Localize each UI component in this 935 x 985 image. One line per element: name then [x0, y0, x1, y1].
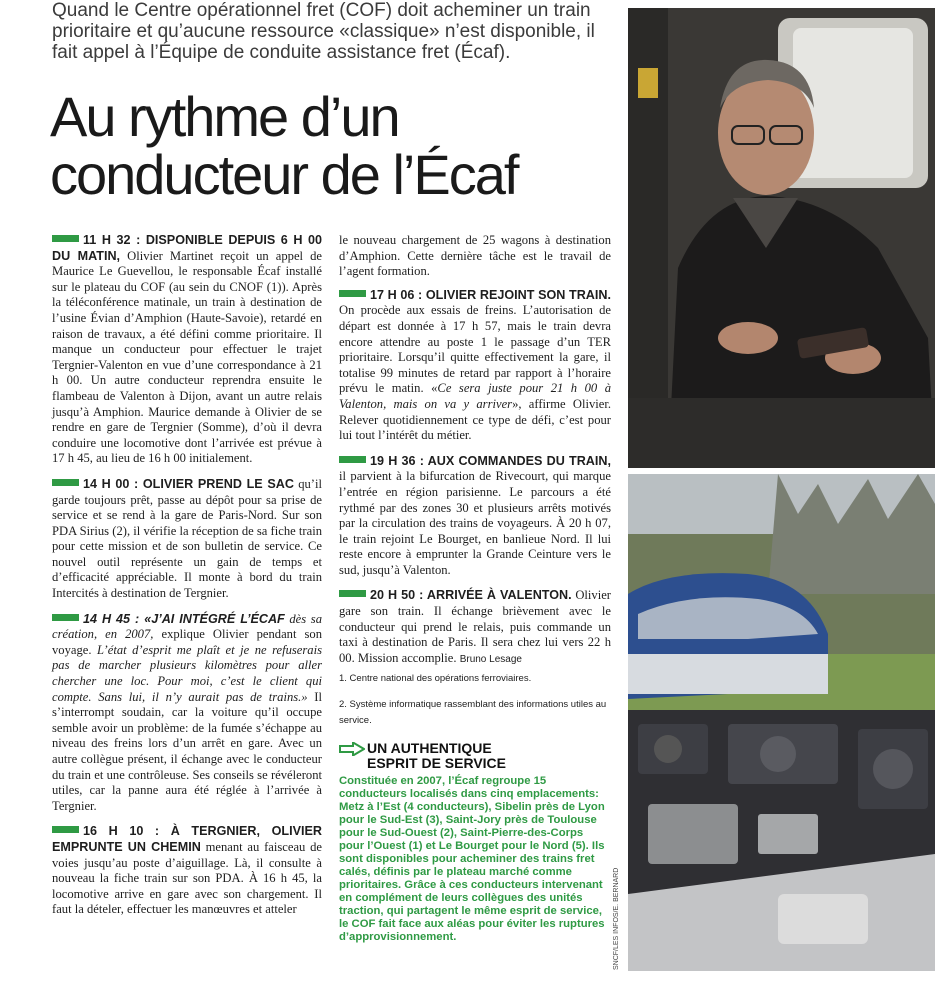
entry-text-italic: dès sa création, en 2007, [52, 611, 322, 642]
entry-heading: 11 H 32 : DISPONIBLE DEPUIS 6 H 00 DU MATIN, [52, 233, 322, 263]
entry-1132 [52, 233, 322, 467]
quote-text: Ce sera juste pour 21 h 00 à Valenton, mais on va y arriver [339, 381, 612, 411]
sidebar-box-body: Constituée en 2007, l’Écaf regroupe 15 conducteurs localisés dans cinq emplacements: Metz à l’Est (4 conducteurs), Sibelin près de Lyon pour le Sud-Est (3), Saint-Jory près de Toulouse pour le Sud-Ouest (2), Saint-Pierre-des-Corps pour l’Ouest (1) et Le Bourget pour le Nord (5). Ils sont disponibles pour acheminer des trains fret calés, définis par le plateau marché comme prioritaires. Grâce à ces conducteurs intervenant en complément de leurs collègues des unités traction, qui partagent le même esprit de service, le COF fait face aux aléas pour éviter les ruptures d’approvisionnement. [339, 775, 605, 944]
sidebar-box [339, 741, 611, 944]
entry-text: », affirme Olivier. Relever quotidiennement ce type de défi, c’est pour lui tout l’intérêt du métier. [339, 396, 611, 443]
green-bar-marker [52, 826, 79, 833]
entry-heading: 16 H 10 : À TERGNIER, OLIVIER EMPRUNTE UN CHEMIN [52, 824, 322, 854]
entry-1706 [339, 288, 611, 444]
column-middle [339, 233, 611, 954]
green-bar-marker [339, 290, 366, 297]
entry-text: menant au faisceau de voies jusqu’au poste d’aiguillage. Là, il consulte à nouveau la fiche train sur son PDA. À 16 h 45, la locomotive arrive en gare avec son chargement. Il faut la dételer, effectuer les manœuvres et atteler [52, 839, 323, 917]
green-bar-marker [339, 456, 366, 463]
entry-heading: 14 H 00 : OLIVIER PREND LE SAC [83, 476, 294, 491]
article-title: Au rythme d’un conducteur de l’Écaf [50, 85, 518, 206]
sidebar-title-line2: ESPRIT DE SERVICE [367, 755, 507, 772]
entry-text: Olivier gare son train. Il échange brièvement avec le conducteur qui prend le relais, puis commande un taxi à destination de Paris. Il sera chez lui vers 22 h 00. Mission accomplie. [339, 588, 611, 665]
entry-text: Il s’interrompt soudain, car la voiture qu’il occupe semble avoir un problème: de la fumée s’échappe au niveau des freins lors d’un arrêt en gare. Avec un autre collègue présent, il échange avec le conducteur du train et une contrôleuse. Ses conseils se révéleront utiles, car la panne aura été réglée à l’arrivée à Tergnier. [52, 689, 323, 813]
sidebar-title-line1: UN AUTHENTIQUE [367, 740, 492, 757]
footnote-2: 2. Système informatique rassemblant des informations utiles au service. [339, 699, 607, 727]
photo-credit: SNCF/LES INFOS/E. BERNARD [613, 867, 620, 970]
author-signature: Bruno Lesage [459, 653, 522, 665]
entry-continued: le nouveau chargement de 25 wagons à destination d’Amphion. Cette dernière tâche est le travail de l’agent formation. [339, 233, 611, 279]
train-photo-illustration [628, 474, 935, 971]
entry-text: il parvient à la bifurcation de Rivecourt, qui marque l’entrée en région parisienne. Le parcours a été rythmé par des zones 30 et plusieurs arrêts motivés par la circulation des trains de voyageurs. À 20 h 07, le train rejoint Le Bourget, en banlieue Nord. Il lui reste encore à emprunter la Grande Ceinture vers le sud, jusqu’à Valenton. [339, 469, 611, 577]
entry-heading: 20 H 50 : ARRIVÉE À VALENTON. [370, 588, 572, 603]
green-bar-marker [339, 590, 366, 597]
quote-text: L’état d’esprit me plaît et je ne refuserais pas de marcher plusieurs kilomètres pour aller chercher une loc. Pour moi, c’est le client qui compte. Sans lui, il n’y aurait pas de trains.» [52, 642, 322, 704]
green-bar-marker [52, 235, 79, 242]
column-left [52, 233, 322, 928]
entry-2050 [339, 588, 611, 667]
arrow-icon [339, 742, 365, 756]
entry-1445 [52, 612, 322, 815]
entry-text: Olivier Martinet reçoit un appel de Maurice Le Guevellou, le responsable Écaf installé sur le plateau du COF (au sein du CNOF (1)). Après la téléconférence matinale, un train à destination de l’usine Évian d’Amphion (Haute-Savoie), retardé en raison de travaux, a été défini comme prioritaire. Il manque un conducteur pour effectuer le trajet Tergnier-Valenton en vue d’une correspondance à 21 h 00. Un autre conducteur reprendra ensuite le flambeau de Valenton à Dijon, avant un autre relais jusqu’à Amphion. Maurice demande à Olivier de se rendre en gare de Tergnier (Somme), d’où il devra conduire une locomotive dont l’arrivée est prévue à 17 h 45, au lieu de 16 h 00 initialement. [52, 248, 322, 466]
photo-conductor-portrait [628, 8, 935, 468]
entry-text: On procède aux essais de freins. L’autorisation de départ est donnée à 17 h 57, mais le train devra encore attendre au poste 1 le passage d’un TER prioritaire. Lorsqu’il quitte effectivement la gare, il totalise 99 minutes de retard par rapport à l’horaire prévu le matin. « [339, 303, 611, 396]
photo-train-cab [628, 474, 935, 971]
entry-1610 [52, 824, 322, 918]
sidebar-box-title [339, 741, 611, 771]
entry-heading: 19 H 36 : AUX COMMANDES DU TRAIN, [370, 453, 611, 468]
lead-paragraph: Quand le Centre opérationnel fret (COF) doit acheminer un train prioritaire et qu’aucune ressource «classique» n’est disponible, il fait appel à l’Équipe de conduite assistance fret (Écaf). [52, 0, 595, 63]
entry-heading: 17 H 06 : OLIVIER REJOINT SON TRAIN. [370, 287, 611, 302]
conductor-photo-illustration [628, 8, 935, 468]
footnote-1: 1. Centre national des opérations ferroviaires. [339, 673, 532, 685]
entry-text: explique Olivier pendant son voyage. [52, 627, 323, 657]
green-bar-marker [52, 479, 79, 486]
entry-1936 [339, 454, 611, 579]
entry-text: qu’il garde toujours prêt, passe au dépôt pour sa prise de service et se rend à la gare de Paris-Nord. Sur son PDA Sirius (2), il vérifie la réception de sa fiche train pour cette mission et de son bulletin de service. Ce nouvel outil représente un gain de temps et d’efficacité appréciable. Il monte à bord du train Intercités à destination de Tergnier. [52, 476, 322, 601]
entry-heading: 14 H 45 : «J’AI INTÉGRÉ L’ÉCAF [83, 611, 285, 626]
entry-1400 [52, 477, 322, 602]
green-bar-marker [52, 614, 79, 621]
